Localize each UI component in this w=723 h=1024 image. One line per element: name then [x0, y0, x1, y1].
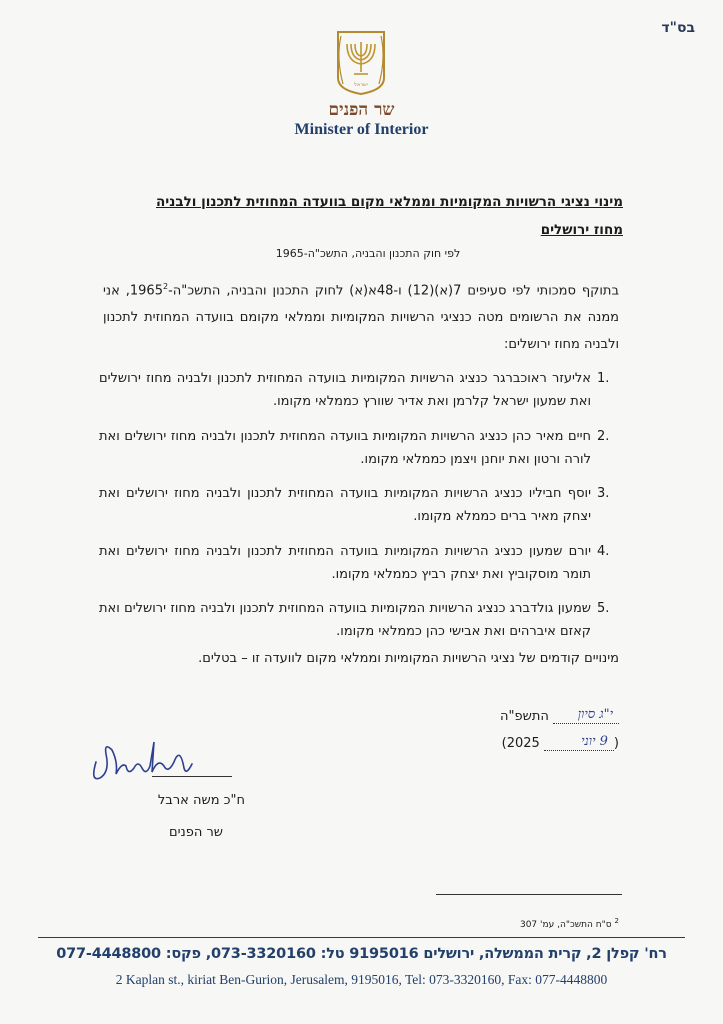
gregorian-date-line	[399, 735, 619, 751]
item-text: שמעון גולדברג כנציג הרשויות המקומיות בוועדה המחוזית לתכנון ולבניה מחוז ירושלים ואת קאזם איברהים ואת אבישי כהן כממלאי מקומו.	[99, 601, 591, 639]
list-item	[99, 540, 619, 586]
item-text: יוסף חביליו כנציג הרשויות המקומיות בוועדה המחוזית לתכנון ולבניה מחוז ירושלים ואת יצחק מאיר ברים כממלא מקומו.	[99, 486, 591, 524]
document-title	[103, 188, 623, 244]
appointments-list	[99, 367, 619, 655]
gregorian-date-blank	[544, 735, 614, 751]
handwritten-signature	[88, 732, 200, 790]
list-item	[99, 367, 619, 413]
gregorian-open: (	[613, 736, 619, 751]
footnote-text: ס"ח התשכ"ה, עמ' 307	[519, 920, 612, 930]
item-number: 4.	[597, 543, 610, 559]
list-item	[99, 425, 619, 471]
title-line-2: מחוז ירושלים	[540, 222, 623, 238]
footnote-mark: 2	[162, 282, 169, 291]
hebrew-date-line	[399, 708, 619, 724]
signer-role: שר הפנים	[168, 825, 223, 840]
list-item	[99, 597, 619, 643]
item-text: יורם שמעון כנציג הרשויות המקומיות בוועדה המחוזית לתכנון ולבניה מחוז ירושלים ואת תומר מוסקוביץ ואת יצחק רביץ כממלאי מקומו.	[99, 543, 591, 582]
gregorian-date-handwritten: 9 יוני	[581, 734, 608, 749]
footer-rule	[38, 937, 685, 938]
list-item	[99, 482, 619, 528]
footnote-separator	[436, 894, 622, 895]
item-number: 2.	[597, 428, 610, 444]
minister-title-english: Minister of Interior	[294, 121, 429, 138]
hebrew-year: התשפ"ה	[500, 709, 549, 724]
minister-title-hebrew: שר הפנים	[328, 100, 395, 120]
hebrew-date-blank	[553, 708, 619, 724]
law-reference: לפי חוק התכנון והבניה, התשכ"ה-1965	[275, 247, 461, 260]
item-number: 3.	[597, 486, 610, 501]
hebrew-date-handwritten: י"ג סיון	[577, 707, 613, 722]
item-number: 5.	[597, 601, 610, 616]
bsd-mark: בס"ד	[661, 20, 695, 36]
intro-paragraph	[103, 273, 619, 358]
gregorian-year: 2025)	[501, 736, 540, 751]
intro-text-cont: , אני ממנה את הרשומים מטה כנציגי הרשויות המקומיות וממלאי מקומם בוועדה המחוזית לתכנון ולבניה מחוז ירושלים:	[103, 283, 619, 353]
footnote-number: 2	[614, 917, 619, 925]
footer-address-hebrew: רח' קפלן 2, קרית הממשלה, ירושלים 9195016 טל: 073-3320160, פקס: 077-4448800	[56, 946, 667, 962]
item-text: חיים מאיר כהן כנציג הרשויות המקומיות בוועדה המחוזית לתכנון ולבניה מחוז ירושלים ואת לורה ורטון ואת יוחנן ויצמן כממלאי מקומו.	[99, 428, 591, 467]
footer-address-english: 2 Kaplan st., kiriat Ben-Gurion, Jerusalem, 9195016, Tel: 073-3320160, Fax: 077-4448800	[115, 972, 608, 987]
item-number: 1.	[597, 371, 610, 386]
intro-text: בתוקף סמכותי לפי סעיפים 7(א)(12) ו-48א(א) לחוק התכנון והבניה, התשכ"ה-1965	[129, 283, 619, 299]
footnote	[359, 917, 619, 930]
signature-line	[152, 776, 232, 777]
svg-text:ישראל: ישראל	[354, 82, 368, 88]
previous-appointments-note: מינויים קודמים של נציגי הרשויות המקומיות וממלאי מקום לוועדה זו – בטלים.	[198, 651, 619, 666]
menorah-emblem-icon	[332, 28, 390, 96]
signer-name: ח"כ משה ארבל	[157, 793, 245, 808]
item-text: אליעזר ראוכברגר כנציג הרשויות המקומיות בוועדה המחוזית לתכנון ולבניה מחוז ירושלים ואת שמעון ישראל קלרמן ואת אדיר שוורץ כממלאי מקומו.	[99, 371, 591, 409]
title-line-1: מינוי נציגי הרשויות המקומיות וממלאי מקום בוועדה המחוזית לתכנון ולבניה	[156, 194, 623, 210]
